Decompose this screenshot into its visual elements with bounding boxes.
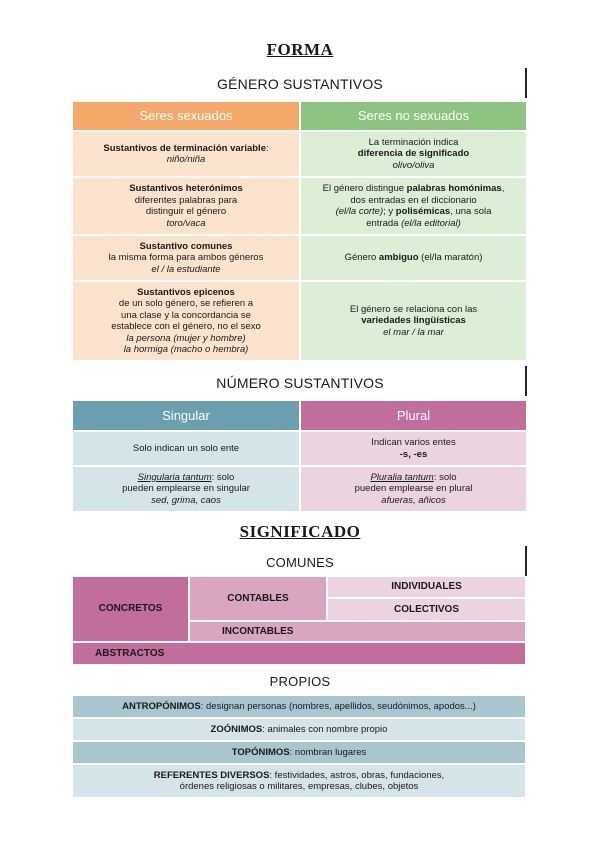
header-seres-no-sexuados: Seres no sexuados [301, 102, 526, 130]
propios-row-referentes: REFERENTES DIVERSOS: festividades, astros, obras, fundaciones, órdenes religiosas o militares, empresas, clubes, objetos [73, 765, 525, 797]
contables: CONTABLES [190, 577, 326, 620]
cell-singularia: Singularia tantum: solo pueden emplearse en singular sed, grima, caos [73, 467, 299, 511]
cell-epicenos: Sustantivos epicenos de un solo género, se refieren a una clase y la concordancia se establece con el género, no el sexo la persona (mujer y hombre) la hormiga (macho o hembra) [73, 282, 299, 360]
propios-row-antroponimos: ANTROPÓNIMOS: designan personas (nombres, apellidos, seudónimos, apodos...) [73, 696, 525, 717]
cell-plural-def: Indican varios entes -s, -es [301, 432, 526, 465]
significado-title: SIGNIFICADO [239, 522, 361, 541]
cell-heteronimos: Sustantivos heterónimos diferentes palabras para distinguir el género toro/vaca [73, 178, 299, 234]
incontables: INCONTABLES [190, 622, 525, 641]
header-seres-sexuados: Seres sexuados [73, 102, 299, 130]
cell-terminacion-significado: La terminación indica diferencia de significado olivo/oliva [301, 132, 526, 176]
cell-comunes: Sustantivo comunes la misma forma para ambos géneros el / la estudiante [73, 236, 299, 280]
colectivos: COLECTIVOS [328, 599, 525, 620]
cell-variedades: El género se relaciona con las variedades lingüísticas el mar / la mar [301, 282, 526, 360]
propios-title: PROPIOS [269, 674, 331, 689]
propios-row-zoonimos: ZOÓNIMOS: animales con nombre propio [73, 719, 525, 740]
cell-terminacion-variable: Sustantivos de terminación variable: niño/niña [73, 132, 299, 176]
divider [525, 546, 527, 576]
header-singular: Singular [73, 401, 299, 430]
individuales: INDIVIDUALES [328, 577, 525, 597]
genero-title: GÉNERO SUSTANTIVOS [217, 76, 383, 92]
divider [525, 366, 527, 396]
concretos: CONCRETOS [73, 577, 188, 641]
numero-title: NÚMERO SUSTANTIVOS [216, 375, 384, 391]
divider [525, 68, 527, 98]
propios-row-toponimos: TOPÓNIMOS: nombran lugares [73, 742, 525, 763]
abstractos: ABSTRACTOS [73, 643, 525, 664]
forma-title: FORMA [266, 40, 334, 59]
cell-ambiguo: Género ambiguo (el/la maratón) [301, 236, 526, 280]
header-plural: Plural [301, 401, 526, 430]
cell-pluralia: Pluralia tantum: solo pueden emplearse en plural afueras, añicos [301, 467, 526, 511]
cell-singular-def: Solo indican un solo ente [73, 432, 299, 465]
cell-homonimas: El género distingue palabras homónimas, dos entradas en el diccionario (el/la corte); y polisémicas, una sola entrada (el/la editorial) [301, 178, 526, 234]
comunes-title: COMUNES [266, 555, 334, 570]
